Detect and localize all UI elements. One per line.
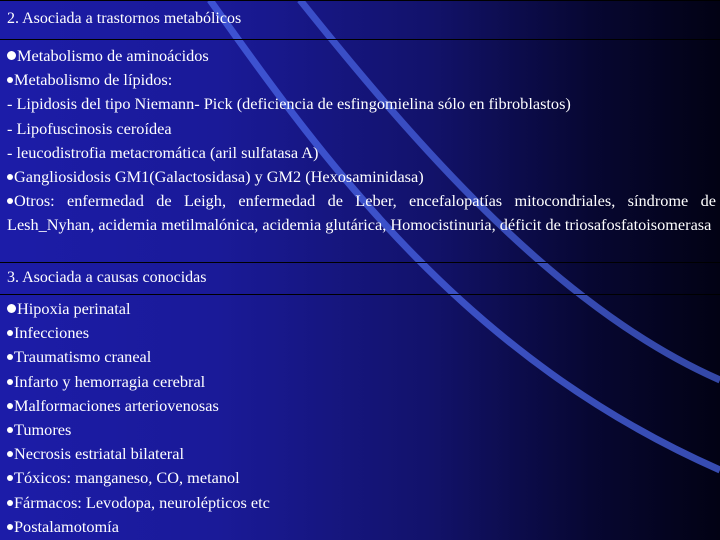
bullet-icon bbox=[7, 451, 13, 457]
bullet-icon bbox=[7, 174, 13, 180]
list-item-text: Tóxicos: manganeso, CO, metanol bbox=[14, 468, 240, 488]
list-item bbox=[7, 515, 716, 539]
list-item bbox=[7, 466, 716, 490]
list-item bbox=[7, 321, 716, 345]
list-item bbox=[7, 345, 716, 369]
bullet-icon bbox=[7, 403, 13, 409]
list-item-text: - leucodistrofia metacromática (aril sulfatasa A) bbox=[7, 142, 319, 162]
bullet-icon bbox=[7, 354, 13, 360]
list-item-text: - Lipidosis del tipo Niemann- Pick (deficiencia de esfingomielina sólo en fibroblastos) bbox=[7, 94, 571, 114]
list-item-text: Hipoxia perinatal bbox=[17, 299, 131, 318]
bullet-icon bbox=[7, 524, 13, 530]
section-header-known-causes bbox=[0, 263, 720, 295]
list-item bbox=[7, 394, 716, 418]
list-item-text: Gangliosidosis GM1(Galactosidasa) y GM2 (Hexosaminidasa) bbox=[14, 167, 424, 187]
bullet-icon bbox=[7, 51, 16, 60]
list-item bbox=[7, 297, 716, 321]
bullet-icon bbox=[7, 475, 13, 481]
metabolic-causes-list bbox=[7, 44, 716, 238]
list-item bbox=[7, 165, 716, 189]
list-item bbox=[7, 92, 716, 116]
list-item-text: Necrosis estriatal bilateral bbox=[14, 444, 184, 464]
bullet-icon bbox=[7, 77, 13, 83]
list-item bbox=[7, 117, 716, 141]
section-body-known-causes bbox=[0, 295, 720, 540]
bullet-icon bbox=[7, 304, 16, 313]
list-item bbox=[7, 491, 716, 515]
list-item-text: Tumores bbox=[14, 420, 72, 440]
section-header-metabolic bbox=[0, 0, 720, 40]
list-item-text: Fármacos: Levodopa, neurolépticos etc bbox=[14, 492, 270, 512]
list-item-text: Otros: enfermedad de Leigh, enfermedad de Leber, encefalopatías mitocondriales, síndrome de Lesh_Nyhan, acidemia metilmalónica, acidemia glutárica, Homocistinuria, déficit de triosafosfatoisomerasa bbox=[7, 191, 716, 235]
bullet-icon bbox=[7, 427, 13, 433]
list-item-text: Infecciones bbox=[14, 323, 90, 343]
list-item-text: Malformaciones arteriovenosas bbox=[14, 395, 219, 415]
section-body-metabolic bbox=[0, 40, 720, 263]
list-item-text: Metabolismo de aminoácidos bbox=[17, 46, 209, 65]
bullet-icon bbox=[7, 198, 13, 204]
list-item bbox=[7, 442, 716, 466]
section-title: 2. Asociada a trastornos metabólicos bbox=[7, 10, 242, 27]
list-item-text: Postalamotomía bbox=[14, 516, 119, 536]
list-item bbox=[7, 189, 716, 237]
list-item-text: Traumatismo craneal bbox=[14, 347, 152, 367]
list-item bbox=[7, 68, 716, 92]
list-item-text: - Lipofuscinosis ceroídea bbox=[7, 118, 172, 138]
list-item bbox=[7, 141, 716, 165]
bullet-icon bbox=[7, 500, 13, 506]
list-item bbox=[7, 44, 716, 68]
known-causes-list bbox=[7, 297, 716, 539]
list-item bbox=[7, 370, 716, 394]
bullet-icon bbox=[7, 330, 13, 336]
list-item-text: Metabolismo de lípidos: bbox=[14, 70, 173, 90]
bullet-icon bbox=[7, 379, 13, 385]
list-item-text: Infarto y hemorragia cerebral bbox=[14, 371, 206, 391]
section-title: 3. Asociada a causas conocidas bbox=[7, 269, 207, 286]
list-item bbox=[7, 418, 716, 442]
